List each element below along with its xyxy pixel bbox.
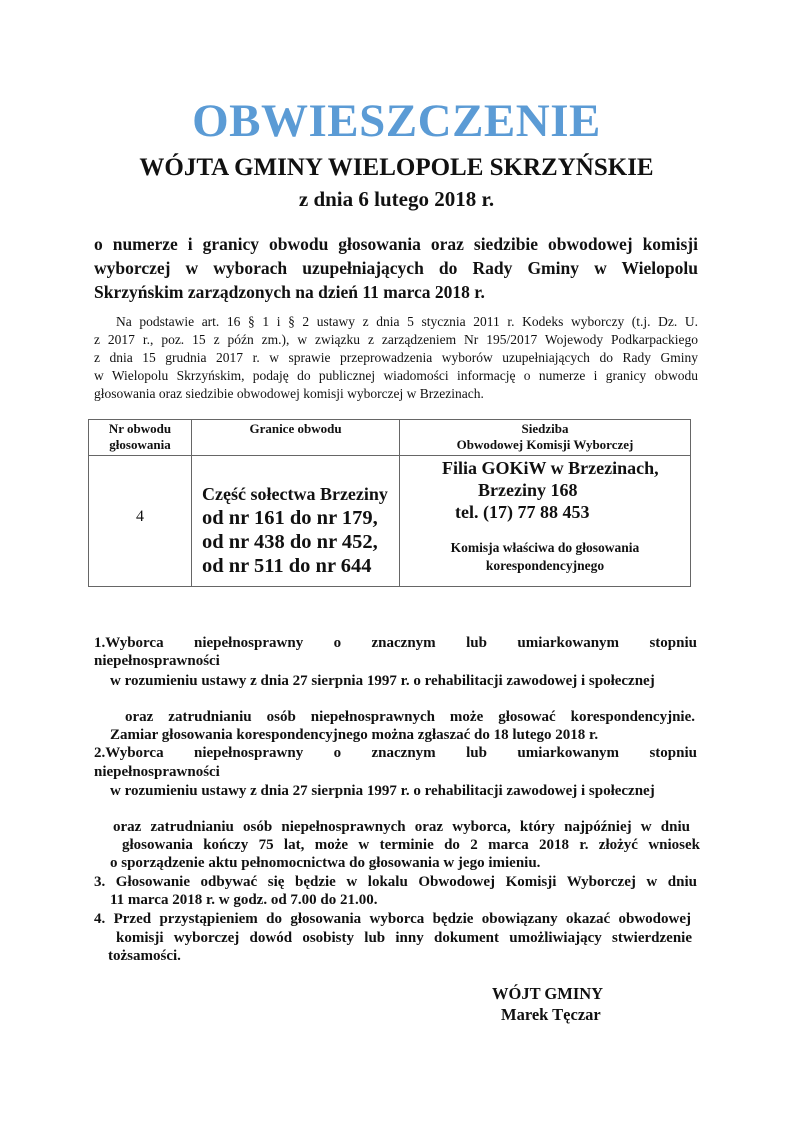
intro-line: głosowania oraz siedzibie obwodowej komisji wyborczej w Brzezinach. xyxy=(94,386,484,401)
seat-phone: tel. (17) 77 88 453 xyxy=(455,502,590,522)
district-number-cell: 4 xyxy=(89,456,192,587)
legal-basis-paragraph xyxy=(94,313,698,403)
subject-line: Skrzyńskim zarządzonych na dzień 11 marca 2018 r. xyxy=(94,282,485,302)
intro-line: Na podstawie art. 16 § 1 i § 2 ustawy z dnia 5 stycznia 2011 r. Kodeks wyborczy (t.j. Dz. U. xyxy=(116,314,698,329)
subject-line: o numerze i granicy obwodu głosowania oraz siedzibie obwodowej komisji xyxy=(94,234,698,254)
header-district-number: Nr obwodu głosowania xyxy=(89,420,192,456)
district-table xyxy=(88,419,691,587)
subject-line: wyborczej w wyborach uzupełniających do Rady Gminy w Wielopolu xyxy=(94,258,698,278)
table-header-row xyxy=(89,420,691,456)
seat-address: Brzeziny 168 xyxy=(478,480,578,500)
header-commission-seat: Siedziba Obwodowej Komisji Wyborczej xyxy=(400,420,691,456)
signature-name: Marek Tęczar xyxy=(501,1005,601,1024)
document-title: OBWIESZCZENIE xyxy=(192,95,601,147)
seat-name: Filia GOKiW w Brzezinach, xyxy=(442,458,659,478)
table-row xyxy=(89,456,691,587)
intro-line: w Wielopolu Skrzyńskim, podaję do publicznej wiadomości informację o numerze i granicy obwodu xyxy=(94,368,698,383)
district-boundaries-cell: Część sołectwa Brzeziny od nr 161 do nr 179, od nr 438 do nr 452, od nr 511 do nr 644 xyxy=(192,456,400,587)
postal-voting-note: Komisja właściwa do głosowania korespondencyjnego xyxy=(450,540,640,573)
issue-date: z dnia 6 lutego 2018 r. xyxy=(298,187,495,211)
subject-paragraph xyxy=(94,232,698,304)
intro-line: z 2017 r., poz. 15 z późn zm.), w związku z zarządzeniem Nr 195/2017 Wojewody Podkarpackiego xyxy=(94,332,698,347)
signature-role: WÓJT GMINY xyxy=(492,984,604,1003)
header-district-boundaries: Granice obwodu xyxy=(192,420,400,456)
issuer-heading: WÓJTA GMINY WIELOPOLE SKRZYŃSKIE xyxy=(139,154,654,181)
commission-seat-cell xyxy=(400,456,691,587)
intro-line: z dnia 15 grudnia 2017 r. w sprawie przeprowadzenia wyborów uzupełniających do Rady Gminy xyxy=(94,350,698,365)
